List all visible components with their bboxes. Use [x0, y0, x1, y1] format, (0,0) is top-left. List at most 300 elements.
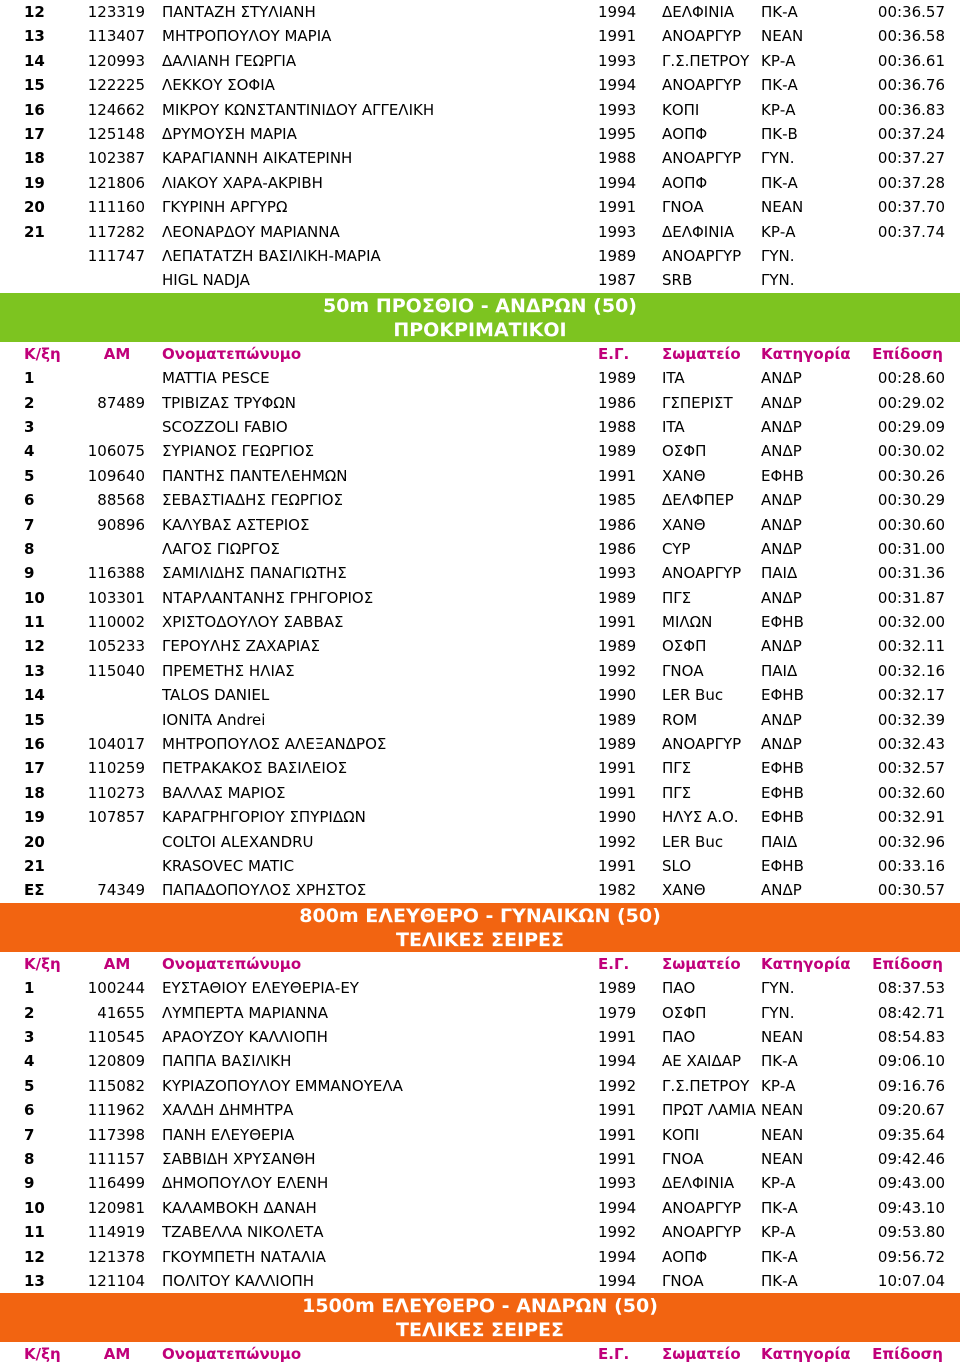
category-cell: ΚΡ-Α — [761, 1223, 796, 1242]
category-cell: ΑΝΔΡ — [761, 442, 802, 461]
header-year: Ε.Γ. — [598, 1345, 630, 1364]
am-cell: 87489 — [97, 393, 145, 412]
year-cell: 1990 — [598, 808, 637, 827]
year-cell: 1989 — [598, 637, 637, 656]
table-row — [0, 1196, 960, 1220]
am-cell: 74349 — [97, 881, 145, 900]
rank-cell: 15 — [24, 76, 45, 95]
time-cell: 00:36.58 — [877, 27, 945, 46]
time-cell: 09:42.46 — [877, 1150, 945, 1169]
year-cell: 1991 — [598, 198, 637, 217]
rank-cell: 20 — [24, 198, 45, 217]
club-cell: ΓΝΟΑ — [662, 1150, 704, 1169]
year-cell: 1991 — [598, 783, 637, 802]
name-cell: ΤΖΑΒΕΛΛΑ ΝΙΚΟΛΕΤΑ — [162, 1223, 324, 1242]
year-cell: 1995 — [598, 124, 637, 143]
rank-cell: 8 — [24, 1150, 35, 1169]
rank-cell: 4 — [24, 442, 35, 461]
club-cell: ΔΕΛΦΙΝΙΑ — [662, 3, 735, 21]
year-cell: 1992 — [598, 661, 637, 680]
category-cell: ΑΝΔΡ — [761, 417, 802, 436]
am-cell: 110259 — [87, 759, 145, 778]
am-cell: 116388 — [87, 564, 145, 583]
year-cell: 1982 — [598, 881, 637, 900]
table-row — [0, 268, 960, 292]
am-cell: 111747 — [87, 246, 145, 265]
name-cell: ΣΕΒΑΣΤΙΑΔΗΣ ΓΕΩΡΓΙΟΣ — [162, 491, 344, 510]
year-cell: 1993 — [598, 1174, 637, 1193]
time-cell: 00:37.28 — [877, 173, 945, 192]
rank-cell: ΕΣ — [24, 881, 45, 900]
event-round: ΤΕΛΙΚΕΣ ΣΕΙΡΕΣ — [396, 928, 564, 951]
year-cell: 1989 — [598, 710, 637, 729]
year-cell: 1991 — [598, 1125, 637, 1144]
year-cell: 1994 — [598, 1271, 637, 1290]
club-cell: ΑΝΟΑΡΓΥΡ — [662, 1198, 742, 1217]
year-cell: 1994 — [598, 1052, 637, 1071]
name-cell: ΣΥΡΙΑΝΟΣ ΓΕΩΡΓΙΟΣ — [162, 442, 315, 461]
column-header-row — [0, 952, 960, 977]
category-cell: ΕΦΗΒ — [761, 808, 804, 827]
category-cell: ΠΚ-Α — [761, 1271, 798, 1290]
name-cell: ΚΑΡΑΓΡΗΓΟΡΙΟΥ ΣΠΥΡΙΔΩΝ — [162, 808, 366, 827]
am-cell: 115082 — [87, 1076, 145, 1095]
table-row — [0, 0, 960, 24]
table-row — [0, 488, 960, 512]
club-cell: ΑΟΠΦ — [662, 173, 708, 192]
club-cell: ΧΑΝΘ — [662, 466, 706, 485]
name-cell: ΛΙΑΚΟΥ ΧΑΡΑ-ΑΚΡΙΒΗ — [162, 173, 323, 192]
category-cell: ΑΝΔΡ — [761, 637, 802, 656]
am-cell: 121378 — [87, 1247, 145, 1266]
year-cell: 1993 — [598, 51, 637, 70]
club-cell: ΠΑΟ — [662, 979, 696, 998]
am-cell: 104017 — [87, 735, 145, 754]
club-cell: ΗΛΥΣ Α.Ο. — [662, 808, 739, 827]
event-round: ΤΕΛΙΚΕΣ ΣΕΙΡΕΣ — [396, 1319, 564, 1342]
club-cell: ΜΙΛΩΝ — [662, 613, 713, 632]
name-cell: ΠΑΝΤΑΖΗ ΣΤΥΛΙΑΝΗ — [162, 3, 316, 21]
rank-cell: 6 — [24, 1101, 35, 1120]
am-cell: 111962 — [87, 1101, 145, 1120]
club-cell: ΠΓΣ — [662, 783, 692, 802]
name-cell: MATTIA PESCE — [162, 369, 270, 388]
rank-cell: 5 — [24, 1076, 35, 1095]
category-cell: ΑΝΔΡ — [761, 735, 802, 754]
year-cell: 1991 — [598, 466, 637, 485]
am-cell: 116499 — [87, 1174, 145, 1193]
year-cell: 1991 — [598, 1150, 637, 1169]
year-cell: 1986 — [598, 393, 637, 412]
table-row — [0, 513, 960, 537]
results-table-previous — [0, 0, 960, 293]
header-time: Επίδοση — [872, 1345, 943, 1364]
am-cell: 88568 — [97, 491, 145, 510]
rank-cell: 1 — [24, 369, 35, 388]
table-row — [0, 1074, 960, 1098]
club-cell: ΔΕΛΦΙΝΙΑ — [662, 1174, 735, 1193]
table-row — [0, 220, 960, 244]
am-cell: 113407 — [87, 27, 145, 46]
am-cell: 109640 — [87, 466, 145, 485]
name-cell: ΛΕΠΑΤΑΤΖΗ ΒΑΣΙΛΙΚΗ-ΜΑΡΙΑ — [162, 246, 381, 265]
header-club: Σωματείο — [662, 344, 741, 363]
category-cell: ΠΚ-Α — [761, 76, 798, 95]
time-cell: 00:37.27 — [877, 149, 945, 168]
table-row — [0, 1098, 960, 1122]
category-cell: ΝΕΑΝ — [761, 1150, 804, 1169]
table-row — [0, 122, 960, 146]
header-am: ΑΜ — [103, 344, 131, 363]
time-cell: 10:07.04 — [877, 1271, 945, 1290]
time-cell: 00:33.16 — [877, 857, 945, 875]
am-cell: 102387 — [87, 149, 145, 168]
category-cell: ΓΥΝ. — [761, 149, 795, 168]
club-cell: ΑΝΟΑΡΓΥΡ — [662, 246, 742, 265]
category-cell: ΠΑΙΔ — [761, 564, 798, 583]
table-row — [0, 415, 960, 439]
time-cell: 00:36.83 — [877, 100, 945, 119]
rank-cell: 14 — [24, 51, 45, 70]
category-cell: ΝΕΑΝ — [761, 1028, 804, 1047]
am-cell: 125148 — [87, 124, 145, 143]
year-cell: 1994 — [598, 3, 637, 21]
category-cell: ΑΝΔΡ — [761, 588, 802, 607]
header-year: Ε.Γ. — [598, 344, 630, 363]
am-cell: 122225 — [87, 76, 145, 95]
table-row — [0, 1220, 960, 1244]
club-cell: ΔΕΛΦΠΕΡ — [662, 491, 734, 510]
year-cell: 1990 — [598, 686, 637, 705]
am-cell: 41655 — [97, 1003, 145, 1022]
club-cell: ΟΣΦΠ — [662, 1003, 707, 1022]
rank-cell: 4 — [24, 1052, 35, 1071]
category-cell: ΠΚ-Α — [761, 1052, 798, 1071]
club-cell: ΠΓΣ — [662, 759, 692, 778]
header-am: ΑΜ — [103, 1345, 131, 1364]
am-cell: 117398 — [87, 1125, 145, 1144]
table-row — [0, 171, 960, 195]
column-header-row — [0, 1342, 960, 1367]
table-row — [0, 1001, 960, 1025]
rank-cell: 2 — [24, 1003, 35, 1022]
am-cell: 120981 — [87, 1198, 145, 1217]
club-cell: ROM — [662, 710, 698, 729]
time-cell: 08:54.83 — [877, 1028, 945, 1047]
table-row — [0, 195, 960, 219]
name-cell: ΤΡΙΒΙΖΑΣ ΤΡΥΦΩΝ — [162, 393, 296, 412]
rank-cell: 3 — [24, 1028, 35, 1047]
name-cell: ΣΑΒΒΙΔΗ ΧΡΥΣΑΝΘΗ — [162, 1150, 316, 1169]
rank-cell: 17 — [24, 759, 45, 778]
time-cell: 00:37.74 — [877, 222, 945, 241]
table-row — [0, 732, 960, 756]
category-cell: ΓΥΝ. — [761, 271, 795, 290]
time-cell: 00:29.02 — [877, 393, 945, 412]
name-cell: ΠΡΕΜΕΤΗΣ ΗΛΙΑΣ — [162, 661, 295, 680]
year-cell: 1989 — [598, 246, 637, 265]
category-cell: ΓΥΝ. — [761, 979, 795, 998]
time-cell: 00:36.57 — [877, 3, 945, 21]
time-cell: 00:30.02 — [877, 442, 945, 461]
header-name: Ονοματεπώνυμο — [162, 1345, 302, 1364]
rank-cell: 2 — [24, 393, 35, 412]
year-cell: 1989 — [598, 369, 637, 388]
club-cell: ΓΣΠΕΡΙΣΤ — [662, 393, 733, 412]
name-cell: ΑΡΑΟΥΖΟΥ ΚΑΛΛΙΟΠΗ — [162, 1028, 328, 1047]
category-cell: ΝΕΑΝ — [761, 1101, 804, 1120]
club-cell: ΑΟΠΦ — [662, 124, 708, 143]
am-cell: 106075 — [87, 442, 145, 461]
time-cell: 08:37.53 — [877, 979, 945, 998]
rank-cell: 7 — [24, 1125, 35, 1144]
name-cell: ΓΚΟΥΜΠΕΤΗ ΝΑΤΑΛΙΑ — [162, 1247, 326, 1266]
year-cell: 1979 — [598, 1003, 637, 1022]
name-cell: ΚΥΡΙΑΖΟΠΟΥΛΟΥ ΕΜΜΑΝΟΥΕΛΑ — [162, 1076, 403, 1095]
am-cell: 90896 — [97, 515, 145, 534]
year-cell: 1991 — [598, 1028, 637, 1047]
rank-cell: 11 — [24, 1223, 45, 1242]
table-row — [0, 561, 960, 585]
table-row — [0, 1025, 960, 1049]
am-cell: 111160 — [87, 198, 145, 217]
rank-cell: 8 — [24, 539, 35, 558]
time-cell: 09:43.10 — [877, 1198, 945, 1217]
rank-cell: 3 — [24, 417, 35, 436]
year-cell: 1992 — [598, 1223, 637, 1242]
name-cell: ΠΕΤΡΑΚΑΚΟΣ ΒΑΣΙΛΕΙΟΣ — [162, 759, 348, 778]
category-cell: ΝΕΑΝ — [761, 27, 804, 46]
time-cell: 09:20.67 — [877, 1101, 945, 1120]
header-time: Επίδοση — [872, 954, 943, 973]
category-cell: ΑΝΔΡ — [761, 393, 802, 412]
name-cell: ΠΑΠΠΑ ΒΑΣΙΛΙΚΗ — [162, 1052, 292, 1071]
name-cell: ΠΟΛΙΤΟΥ ΚΑΛΛΙΟΠΗ — [162, 1271, 315, 1290]
year-cell: 1991 — [598, 759, 637, 778]
year-cell: 1988 — [598, 149, 637, 168]
am-cell: 110002 — [87, 613, 145, 632]
am-cell: 124662 — [87, 100, 145, 119]
club-cell: ΑΝΟΑΡΓΥΡ — [662, 76, 742, 95]
category-cell: ΑΝΔΡ — [761, 710, 802, 729]
year-cell: 1987 — [598, 271, 637, 290]
rank-cell: 13 — [24, 661, 45, 680]
category-cell: ΕΦΗΒ — [761, 783, 804, 802]
club-cell: ΑΝΟΑΡΓΥΡ — [662, 735, 742, 754]
time-cell: 00:30.26 — [877, 466, 945, 485]
am-cell: 117282 — [87, 222, 145, 241]
column-header-row — [0, 342, 960, 367]
club-cell: ΑΝΟΑΡΓΥΡ — [662, 564, 742, 583]
club-cell: Γ.Σ.ΠΕΤΡΟΥ — [662, 51, 750, 70]
rank-cell: 20 — [24, 832, 45, 851]
time-cell: 09:16.76 — [877, 1076, 945, 1095]
header-am: ΑΜ — [103, 954, 131, 973]
table-row — [0, 976, 960, 1000]
year-cell: 1993 — [598, 222, 637, 241]
table-row — [0, 439, 960, 463]
year-cell: 1985 — [598, 491, 637, 510]
time-cell: 00:32.39 — [877, 710, 945, 729]
club-cell: ΓΝΟΑ — [662, 198, 704, 217]
header-category: Κατηγορία — [761, 1345, 851, 1364]
event-title: 50m ΠΡΟΣΘΙΟ - ΑΝΔΡΩΝ (50) — [322, 294, 637, 317]
name-cell: ΧΡΙΣΤΟΔΟΥΛΟΥ ΣΑΒΒΑΣ — [162, 613, 344, 632]
rank-cell: 9 — [24, 564, 35, 583]
table-row — [0, 1123, 960, 1147]
table-row — [0, 98, 960, 122]
category-cell: ΚΡ-Α — [761, 1174, 796, 1193]
table-row — [0, 366, 960, 390]
time-cell: 00:32.00 — [877, 613, 945, 632]
time-cell: 00:30.57 — [877, 881, 945, 900]
rank-cell: 1 — [24, 979, 35, 998]
name-cell: ΒΑΛΛΑΣ ΜΑΡΙΟΣ — [162, 783, 286, 802]
name-cell: ΜΙΚΡΟΥ ΚΩΝΣΤΑΝΤΙΝΙΔΟΥ ΑΓΓΕΛΙΚΗ — [162, 100, 435, 119]
table-row — [0, 1171, 960, 1195]
am-cell: 120993 — [87, 51, 145, 70]
category-cell: ΑΝΔΡ — [761, 539, 802, 558]
club-cell: ΧΑΝΘ — [662, 881, 706, 900]
results-table-50m-breaststroke — [0, 366, 960, 903]
header-club: Σωματείο — [662, 1345, 741, 1364]
club-cell: ΑΝΟΑΡΓΥΡ — [662, 27, 742, 46]
club-cell: LER Buc — [662, 832, 724, 851]
club-cell: ΠΓΣ — [662, 588, 692, 607]
category-cell: ΝΕΑΝ — [761, 198, 804, 217]
table-row — [0, 391, 960, 415]
name-cell: ΜΗΤΡΟΠΟΥΛΟΥ ΜΑΡΙΑ — [162, 27, 332, 46]
table-row — [0, 49, 960, 73]
time-cell: 00:32.91 — [877, 808, 945, 827]
time-cell: 00:37.24 — [877, 124, 945, 143]
category-cell: ΠΚ-Β — [761, 124, 798, 143]
header-category: Κατηγορία — [761, 954, 851, 973]
rank-cell: 5 — [24, 466, 35, 485]
time-cell: 00:37.70 — [877, 198, 945, 217]
rank-cell: 19 — [24, 808, 45, 827]
am-cell: 107857 — [87, 808, 145, 827]
time-cell: 09:06.10 — [877, 1052, 945, 1071]
club-cell: SLO — [662, 857, 692, 875]
category-cell: ΕΦΗΒ — [761, 686, 804, 705]
time-cell: 00:32.17 — [877, 686, 945, 705]
name-cell: ΓΕΡΟΥΛΗΣ ΖΑΧΑΡΙΑΣ — [162, 637, 320, 656]
time-cell: 00:29.09 — [877, 417, 945, 436]
club-cell: ITA — [662, 369, 685, 388]
year-cell: 1988 — [598, 417, 637, 436]
year-cell: 1992 — [598, 832, 637, 851]
club-cell: SRB — [662, 271, 693, 290]
time-cell: 00:31.00 — [877, 539, 945, 558]
category-cell: ΕΦΗΒ — [761, 613, 804, 632]
name-cell: ΔΡΥΜΟΥΣΗ ΜΑΡΙΑ — [162, 124, 297, 143]
name-cell: ΝΤΑΡΛΑΝΤΑΝΗΣ ΓΡΗΓΟΡΙΟΣ — [162, 588, 374, 607]
am-cell: 110273 — [87, 783, 145, 802]
category-cell: ΕΦΗΒ — [761, 466, 804, 485]
time-cell: 09:53.80 — [877, 1223, 945, 1242]
category-cell: ΑΝΔΡ — [761, 369, 802, 388]
event-title: 800m ΕΛΕΥΘΕΡΟ - ΓΥΝΑΙΚΩΝ (50) — [299, 904, 661, 927]
rank-cell: 10 — [24, 588, 45, 607]
rank-cell: 18 — [24, 783, 45, 802]
am-cell: 111157 — [87, 1150, 145, 1169]
table-row — [0, 756, 960, 780]
name-cell: ΛΑΓΟΣ ΓΙΩΡΓΟΣ — [162, 539, 280, 558]
club-cell: ΟΣΦΠ — [662, 637, 707, 656]
category-cell: ΕΦΗΒ — [761, 857, 804, 875]
time-cell: 00:32.43 — [877, 735, 945, 754]
name-cell: TALOS DANIEL — [162, 686, 270, 705]
am-cell: 114919 — [87, 1223, 145, 1242]
name-cell: ΠΑΠΑΔΟΠΟΥΛΟΣ ΧΡΗΣΤΟΣ — [162, 881, 367, 900]
time-cell: 00:36.76 — [877, 76, 945, 95]
table-row — [0, 244, 960, 268]
year-cell: 1991 — [598, 857, 637, 875]
category-cell: ΠΚ-Α — [761, 173, 798, 192]
table-row — [0, 586, 960, 610]
event-title: 1500m ΕΛΕΥΘΕΡΟ - ΑΝΔΡΩΝ (50) — [302, 1295, 658, 1318]
time-cell: 00:28.60 — [877, 369, 945, 388]
category-cell: ΕΦΗΒ — [761, 759, 804, 778]
header-category: Κατηγορία — [761, 344, 851, 363]
category-cell: ΚΡ-Α — [761, 51, 796, 70]
header-name: Ονοματεπώνυμο — [162, 344, 302, 363]
club-cell: ΑΝΟΑΡΓΥΡ — [662, 149, 742, 168]
rank-cell: 12 — [24, 637, 45, 656]
table-row — [0, 464, 960, 488]
category-cell: ΠΑΙΔ — [761, 661, 798, 680]
category-cell: ΠΚ-Α — [761, 3, 798, 21]
name-cell: ΚΑΡΑΓΙΑΝΝΗ ΑΙΚΑΤΕΡΙΝΗ — [162, 149, 353, 168]
rank-cell: 9 — [24, 1174, 35, 1193]
year-cell: 1989 — [598, 979, 637, 998]
name-cell: ΛΕΚΚΟΥ ΣΟΦΙΑ — [162, 76, 275, 95]
club-cell: ΑΕ ΧΑΙΔΑΡ — [662, 1052, 742, 1071]
year-cell: 1991 — [598, 613, 637, 632]
year-cell: 1991 — [598, 27, 637, 46]
header-rank: Κ/ξη — [24, 954, 61, 973]
table-row — [0, 1245, 960, 1269]
time-cell: 00:32.57 — [877, 759, 945, 778]
time-cell: 09:43.00 — [877, 1174, 945, 1193]
table-row — [0, 146, 960, 170]
category-cell: ΚΡ-Α — [761, 222, 796, 241]
club-cell: ΠΑΟ — [662, 1028, 696, 1047]
time-cell: 08:42.71 — [877, 1003, 945, 1022]
year-cell: 1994 — [598, 76, 637, 95]
category-cell: ΚΡ-Α — [761, 1076, 796, 1095]
club-cell: LER Buc — [662, 686, 724, 705]
year-cell: 1989 — [598, 588, 637, 607]
name-cell: ΧΑΛΔΗ ΔΗΜΗΤΡΑ — [162, 1101, 294, 1120]
table-row — [0, 1269, 960, 1293]
rank-cell: 21 — [24, 857, 45, 875]
name-cell: ΠΑΝΗ ΕΛΕΥΘΕΡΙΑ — [162, 1125, 295, 1144]
table-row — [0, 24, 960, 48]
club-cell: ΟΣΦΠ — [662, 442, 707, 461]
am-cell: 120809 — [87, 1052, 145, 1071]
club-cell: ΓΝΟΑ — [662, 661, 704, 680]
name-cell: ΔΑΛΙΑΝΗ ΓΕΩΡΓΙΑ — [162, 51, 297, 70]
year-cell: 1994 — [598, 1247, 637, 1266]
name-cell: ΣΑΜΙΛΙΔΗΣ ΠΑΝΑΓΙΩΤΗΣ — [162, 564, 347, 583]
category-cell: ΠΑΙΔ — [761, 832, 798, 851]
time-cell: 00:30.29 — [877, 491, 945, 510]
year-cell: 1986 — [598, 515, 637, 534]
rank-cell: 19 — [24, 173, 45, 192]
time-cell: 00:32.60 — [877, 783, 945, 802]
